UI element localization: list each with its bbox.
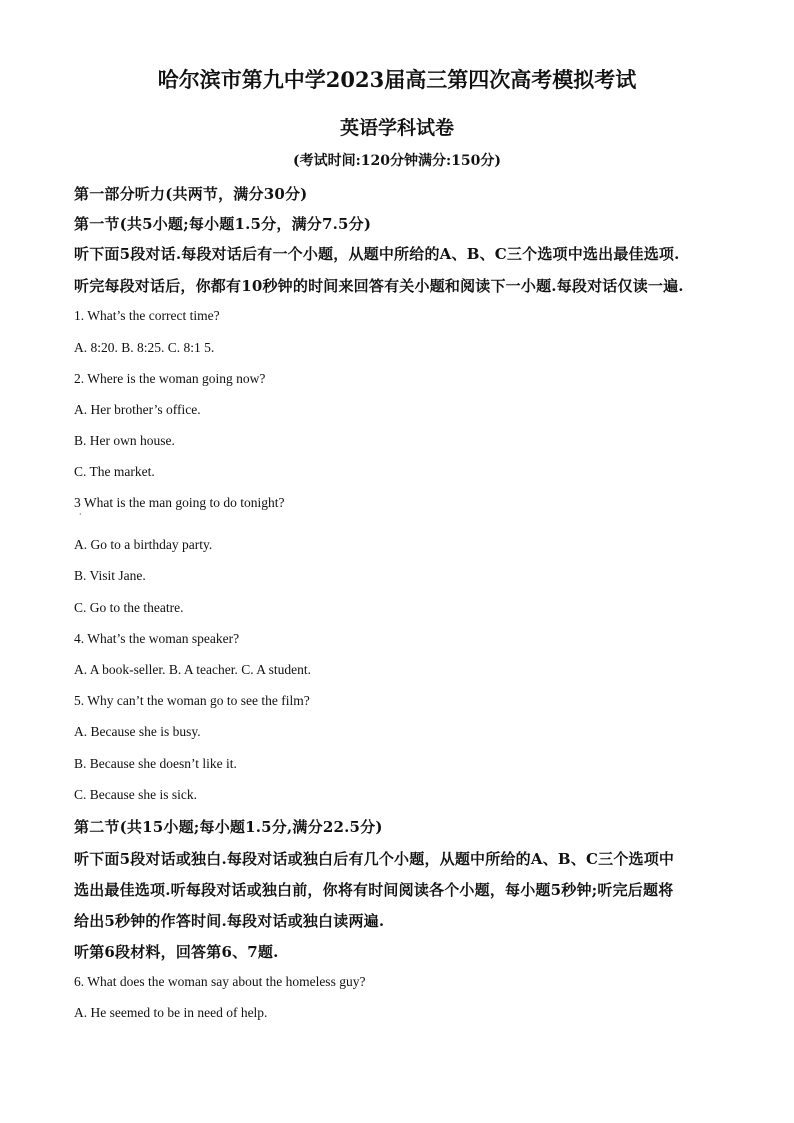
question-option: A. Go to a birthday party. (74, 537, 213, 552)
exam-info: (考试时间:120分钟满分:150分) (292, 153, 502, 169)
question-stem: 1. What’s the correct time? (74, 308, 220, 323)
question-option: B. Because she doesn’t like it. (74, 756, 237, 771)
question-option: A. Her brother’s office. (74, 402, 201, 417)
section2-instruction-line: 选出最佳选项.听每段对话或独白前，你将有时间阅读各个小题，每小题5秒钟;听完后题将 (74, 881, 674, 899)
exam-title: 哈尔滨市第九中学2023届高三第四次高考模拟考试 (157, 67, 637, 92)
section1-instruction-line: 听完每段对话后，你都有10秒钟的时间来回答有关小题和阅读下一小题.每段对话仅读一遍. (74, 277, 684, 295)
section2-instruction-line: 给出5秒钟的作答时间.每段对话或独白读两遍. (74, 912, 385, 930)
stray-dot: · (79, 510, 82, 519)
material-note: 听第6段材料，回答第6、7题. (74, 943, 279, 961)
exam-subtitle: 英语学科试卷 (339, 117, 454, 139)
section2-heading: 第二节(共15小题;每小题1.5分,满分22.5分) (74, 818, 383, 836)
question-option: C. Because she is sick. (74, 787, 197, 802)
question-option: A. Because she is busy. (74, 724, 201, 739)
question-option: C. The market. (74, 464, 155, 479)
question-option: B. Her own house. (74, 433, 175, 448)
section1-heading: 第一节(共5小题;每小题1.5分，满分7.5分) (74, 215, 372, 233)
part1-heading: 第一部分听力(共两节，满分30分) (74, 185, 308, 203)
section2-instruction-line: 听下面5段对话或独白.每段对话或独白后有几个小题，从题中所给的A、B、C三个选项中 (74, 850, 675, 868)
question-stem: 5. Why can’t the woman go to see the film? (74, 693, 310, 708)
question-option: C. Go to the theatre. (74, 600, 184, 615)
question-option: A. He seemed to be in need of help. (74, 1005, 268, 1020)
question-stem: 4. What’s the woman speaker? (74, 631, 240, 646)
section1-instruction-line: 听下面5段对话.每段对话后有一个小题，从题中所给的A、B、C三个选项中选出最佳选项. (74, 245, 680, 263)
question-options: A. 8:20. B. 8:25. C. 8:1 5. (74, 340, 215, 355)
question-option: B. Visit Jane. (74, 568, 146, 583)
question-stem: 6. What does the woman say about the homeless guy? (74, 974, 366, 989)
question-options: A. A book-seller. B. A teacher. C. A student. (74, 662, 311, 677)
question-stem: 3 What is the man going to do tonight? (74, 495, 285, 510)
question-stem: 2. Where is the woman going now? (74, 371, 266, 386)
